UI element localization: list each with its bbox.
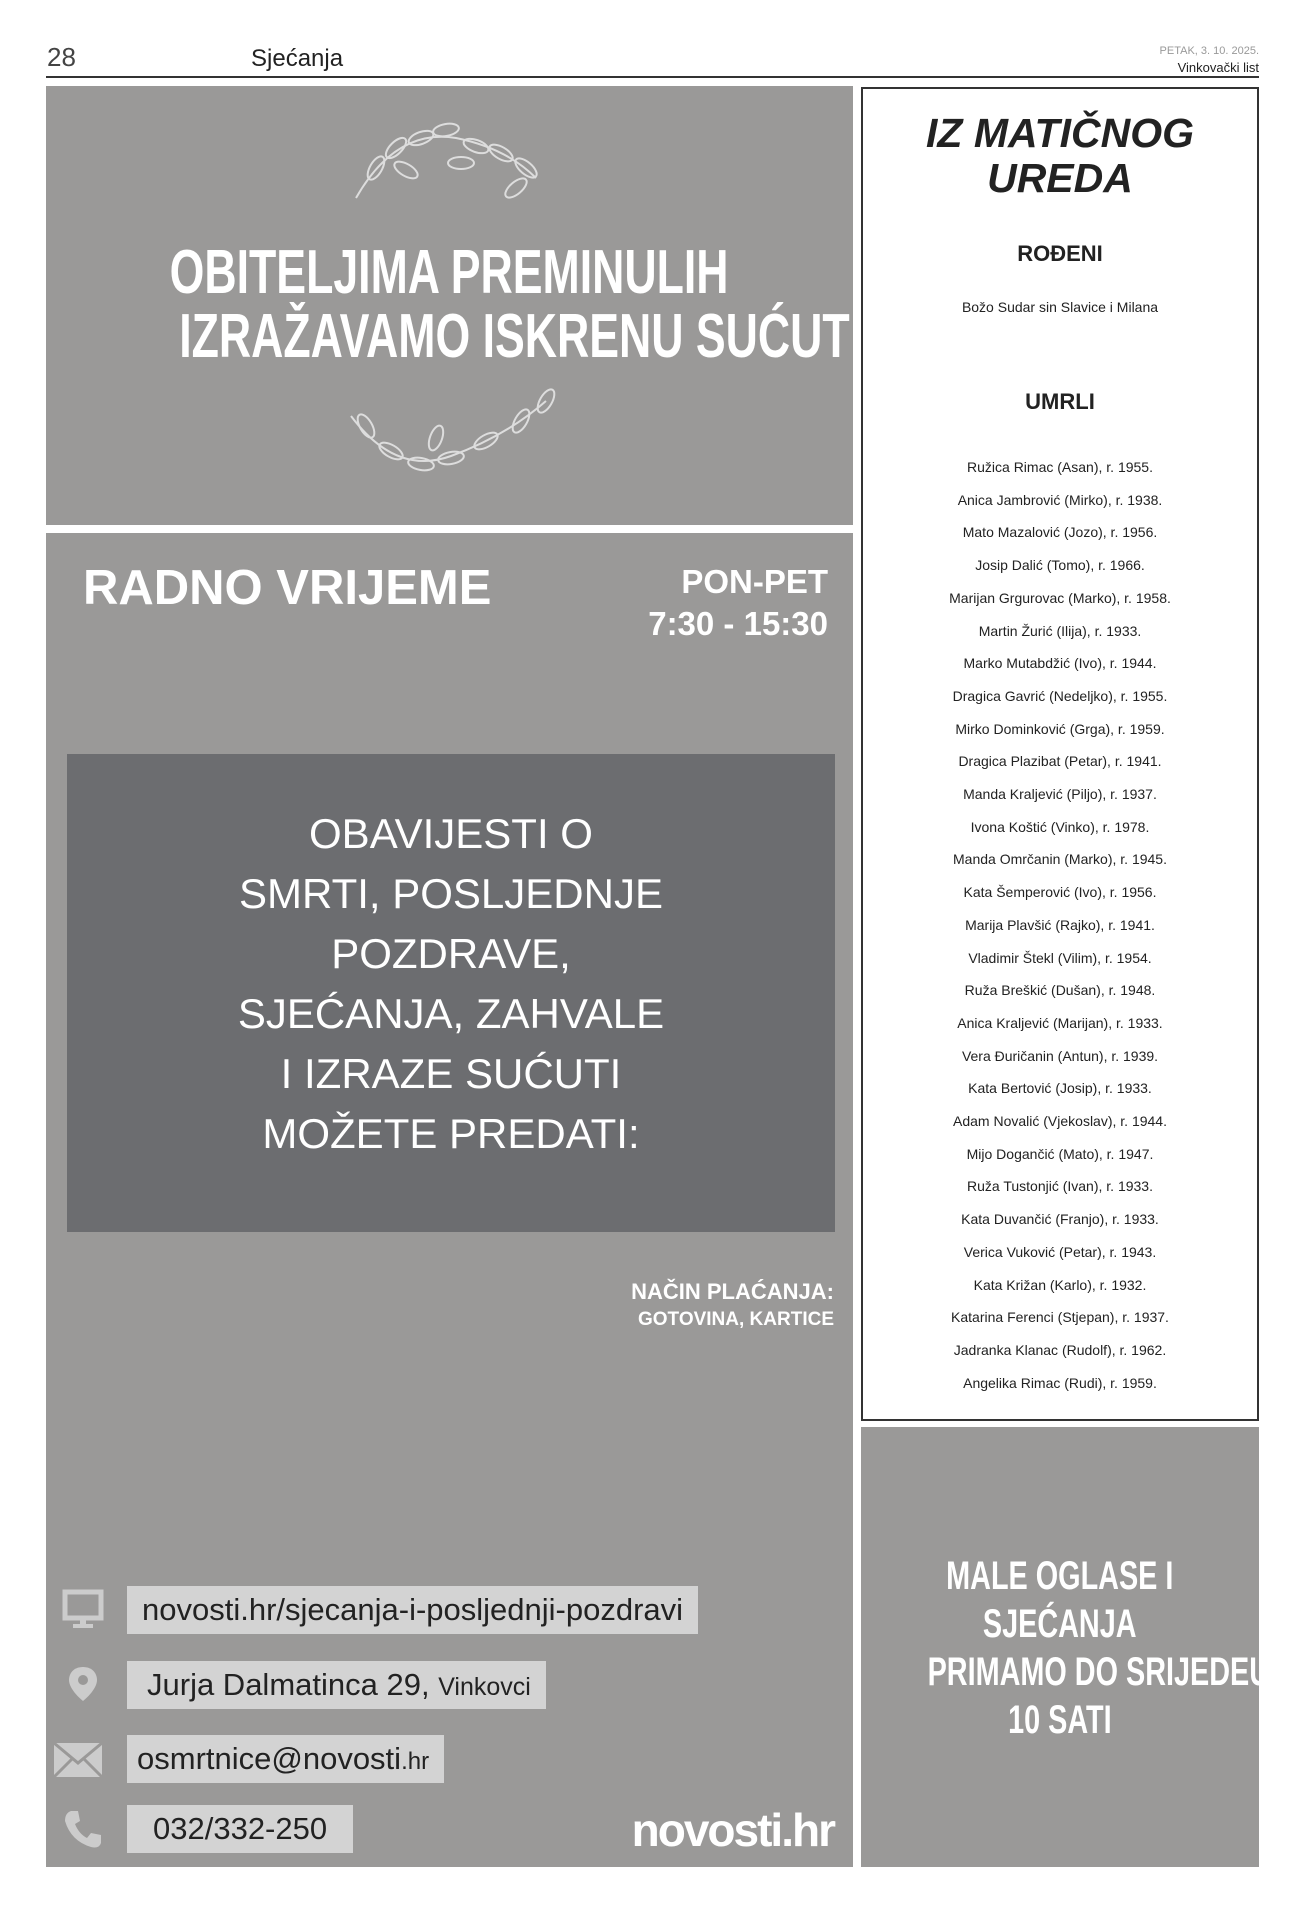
registry-box bbox=[861, 87, 1259, 1421]
ads-line: PRIMAMO DO SRIJEDEU bbox=[927, 1650, 1271, 1694]
email-tld: .hr bbox=[401, 1748, 430, 1775]
died-entry: Anica Kraljević (Marijan), r. 1933. bbox=[957, 1014, 1163, 1031]
web-address-link[interactable]: novosti.hr/sjecanja-i-posljednji-pozdravi bbox=[127, 1586, 698, 1634]
phone-icon bbox=[61, 1807, 105, 1851]
office-hours-title: RADNO VRIJEME bbox=[83, 561, 492, 615]
page-number: 28 bbox=[47, 42, 76, 72]
died-entry: Kata Križan (Karlo), r. 1932. bbox=[973, 1276, 1147, 1293]
novosti-logo: novosti.hr bbox=[631, 1804, 834, 1856]
died-entry: Ruža Breškić (Dušan), r. 1948. bbox=[964, 982, 1156, 999]
condolence-line-2: IZRAŽAVAMO ISKRENU SUĆUT! bbox=[179, 302, 865, 371]
ads-line: MALE OGLASE I bbox=[946, 1554, 1174, 1598]
died-entry: Katarina Ferenci (Stjepan), r. 1937. bbox=[951, 1309, 1169, 1326]
location-pin-icon bbox=[61, 1663, 105, 1707]
died-entry: Vera Đuričanin (Antun), r. 1939. bbox=[961, 1047, 1159, 1064]
condolence-panel bbox=[46, 86, 865, 525]
city: Vinkovci bbox=[438, 1673, 531, 1701]
died-entry: Adam Novalić (Vjekoslav), r. 1944. bbox=[953, 1113, 1167, 1130]
notice-box bbox=[67, 754, 835, 1232]
died-heading: UMRLI bbox=[1025, 389, 1095, 414]
laurel-icon bbox=[336, 108, 566, 208]
payment-methods: GOTOVINA, KARTICE bbox=[638, 1309, 834, 1330]
died-entry: Vladimir Štekl (Vilim), r. 1954. bbox=[968, 949, 1152, 966]
envelope-icon bbox=[52, 1737, 104, 1781]
died-entry: Ivona Koštić (Vinko), r. 1978. bbox=[970, 818, 1150, 835]
registry-title-line-1: IZ MATIČNOG bbox=[926, 110, 1194, 156]
died-entry: Marko Mutabdžić (Ivo), r. 1944. bbox=[963, 655, 1157, 672]
condolence-line-1: OBITELJIMA PREMINULIH bbox=[170, 238, 729, 307]
office-info-panel bbox=[46, 533, 853, 1867]
died-entry: Josip Dalić (Tomo), r. 1966. bbox=[975, 557, 1145, 574]
ads-line: SJEĆANJA bbox=[983, 1602, 1137, 1646]
contact-web bbox=[46, 1586, 746, 1634]
notice-line: OBAVIJESTI O bbox=[309, 810, 593, 857]
died-entry: Kata Bertović (Josip), r. 1933. bbox=[968, 1080, 1152, 1097]
died-entry: Mijo Dogančić (Mato), r. 1947. bbox=[966, 1145, 1154, 1162]
died-entry: Jadranka Klanac (Rudolf), r. 1962. bbox=[953, 1341, 1167, 1358]
died-entry: Marija Plavšić (Rajko), r. 1941. bbox=[965, 916, 1155, 933]
email-link[interactable] bbox=[127, 1735, 444, 1783]
died-entry: Ruža Tustonjić (Ivan), r. 1933. bbox=[967, 1178, 1153, 1195]
died-entry: Manda Kraljević (Piljo), r. 1937. bbox=[963, 786, 1157, 803]
died-entry: Martin Žurić (Ilija), r. 1933. bbox=[978, 622, 1142, 639]
died-entry: Dragica Gavrić (Nedeljko), r. 1955. bbox=[952, 687, 1168, 704]
died-entry: Mirko Dominković (Grga), r. 1959. bbox=[955, 720, 1165, 737]
payment-label: NAČIN PLAĆANJA: bbox=[631, 1279, 834, 1304]
notice-line: SJEĆANJA, ZAHVALE bbox=[237, 990, 665, 1037]
died-entry: Marijan Grgurovac (Marko), r. 1958. bbox=[949, 589, 1171, 606]
died-entry: Ružica Rimac (Asan), r. 1955. bbox=[967, 459, 1153, 475]
contact-email bbox=[46, 1735, 746, 1783]
notice-line: MOŽETE PREDATI: bbox=[262, 1110, 640, 1157]
notice-line: I IZRAZE SUĆUTI bbox=[280, 1050, 622, 1097]
died-entry: Anica Jambrović (Mirko), r. 1938. bbox=[957, 491, 1163, 508]
died-entry: Dragica Plazibat (Petar), r. 1941. bbox=[958, 753, 1162, 770]
notice-line: POZDRAVE, bbox=[331, 930, 571, 977]
registry-title bbox=[863, 111, 1257, 201]
office-days: PON-PET bbox=[681, 563, 828, 600]
laurel-icon bbox=[336, 386, 566, 486]
address-box bbox=[127, 1661, 546, 1709]
office-time: 7:30 - 15:30 bbox=[648, 605, 828, 642]
born-heading: ROĐENI bbox=[1017, 241, 1103, 266]
died-entry: Angelika Rimac (Rudi), r. 1959. bbox=[963, 1374, 1157, 1391]
notice-line: SMRTI, POSLJEDNJE bbox=[239, 870, 663, 917]
header-rule bbox=[46, 76, 1259, 78]
died-entry: Manda Omrčanin (Marko), r. 1945. bbox=[953, 851, 1167, 868]
phone-number[interactable]: 032/332-250 bbox=[127, 1805, 353, 1853]
payment-info bbox=[631, 1278, 834, 1334]
newspaper-name: Vinkovački list bbox=[1177, 60, 1259, 75]
died-entry: Kata Šemperović (Ivo), r. 1956. bbox=[963, 884, 1157, 901]
contact-address bbox=[46, 1661, 746, 1709]
died-list bbox=[863, 451, 1257, 1399]
died-entry: Mato Mazalović (Jozo), r. 1956. bbox=[962, 524, 1158, 541]
office-hours bbox=[648, 561, 828, 645]
died-entry: Kata Duvančić (Franjo), r. 1933. bbox=[961, 1211, 1159, 1228]
issue-date: PETAK, 3. 10. 2025. bbox=[1159, 45, 1259, 57]
ads-line: 10 SATI bbox=[1008, 1698, 1112, 1742]
email-address: osmrtnice@novosti bbox=[137, 1741, 402, 1776]
street-address: Jurja Dalmatinca 29, bbox=[147, 1667, 430, 1702]
section-title: Sjećanja bbox=[251, 45, 344, 72]
registry-title-line-2: UREDA bbox=[987, 155, 1133, 201]
monitor-icon bbox=[61, 1588, 105, 1632]
ads-deadline-panel bbox=[861, 1427, 1271, 1867]
condolence-headline bbox=[46, 238, 865, 371]
died-entry: Verica Vuković (Petar), r. 1943. bbox=[963, 1243, 1157, 1260]
born-entry: Božo Sudar sin Slavice i Milana bbox=[961, 299, 1159, 315]
